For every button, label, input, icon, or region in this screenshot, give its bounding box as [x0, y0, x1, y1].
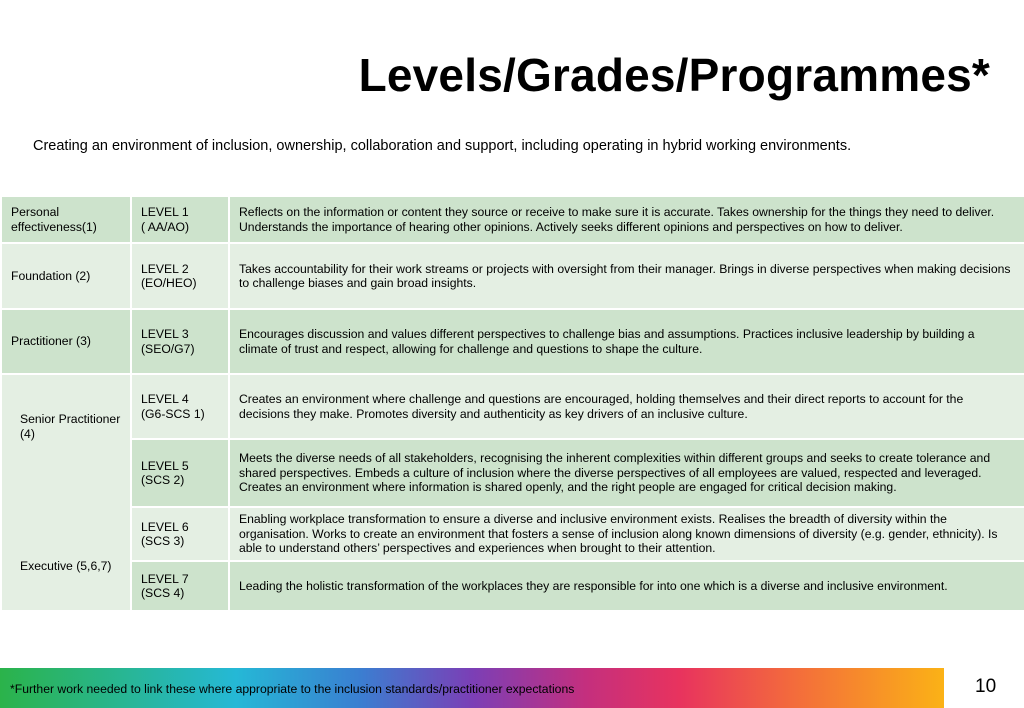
description-cell: Meets the diverse needs of all stakeholders, recognising the inherent complexities within different groups and seeks to create tolerance and shared perspectives. Embeds a culture of inclusion where the diverse perspectives of all employees are valued, respected and leveraged. Creates an environment where information is shared openly, and the right people are engaged for critical decision making.	[229, 439, 1024, 507]
slide-subtitle: Creating an environment of inclusion, ownership, collaboration and support, including operating in hybrid working environments.	[33, 138, 852, 154]
group-cell-senior-executive	[1, 374, 131, 611]
level-cell: LEVEL 2 (EO/HEO)	[131, 243, 229, 309]
level-cell: LEVEL 5 (SCS 2)	[131, 439, 229, 507]
description-cell: Enabling workplace transformation to ensure a diverse and inclusive environment exists. Realises the breadth of diversity within the organisation. Works to create an environment that fosters a sense of inclusion along known dimensions of diversity (e.g. gender, ethnicity). Is able to understand others’ perspectives and experiences when brought to their attention.	[229, 507, 1024, 561]
table-row	[1, 374, 1024, 439]
table-row	[1, 309, 1024, 374]
level-cell: LEVEL 6 (SCS 3)	[131, 507, 229, 561]
level-cell: LEVEL 1 ( AA/AO)	[131, 196, 229, 243]
description-cell: Creates an environment where challenge and questions are encouraged, holding themselves and their direct reports to account for the decisions they make. Promotes diversity and authenticity as key drivers of an inclusive culture.	[229, 374, 1024, 439]
description-cell: Encourages discussion and values different perspectives to challenge bias and assumptions. Practices inclusive leadership by building a climate of trust and respect, allowing for challenge and questions to shape the culture.	[229, 309, 1024, 374]
table-row	[1, 507, 1024, 561]
level-cell: LEVEL 4 (G6-SCS 1)	[131, 374, 229, 439]
footer-note: *Further work needed to link these where appropriate to the inclusion standards/practitioner expectations	[10, 682, 575, 696]
page-number: 10	[975, 676, 997, 697]
description-cell: Takes accountability for their work streams or projects with oversight from their manager. Brings in diverse perspectives when making decisions to challenge biases and gain broad insights.	[229, 243, 1024, 309]
group-cell-personal: Personal effectiveness(1)	[1, 196, 131, 243]
level-cell: LEVEL 7 (SCS 4)	[131, 561, 229, 611]
group-cell-practitioner: Practitioner (3)	[1, 309, 131, 374]
table-row	[1, 439, 1024, 507]
table-row	[1, 561, 1024, 611]
senior-practitioner-label: Senior Practitioner (4)	[20, 412, 121, 441]
executive-label: Executive (5,6,7)	[20, 559, 112, 573]
table-row	[1, 243, 1024, 309]
level-cell: LEVEL 3 (SEO/G7)	[131, 309, 229, 374]
table-row	[1, 196, 1024, 243]
slide-title: Levels/Grades/Programmes*	[358, 49, 990, 101]
description-cell: Leading the holistic transformation of the workplaces they are responsible for into one which is a diverse and inclusive environment.	[229, 561, 1024, 611]
levels-table	[0, 195, 1024, 612]
description-cell: Reflects on the information or content they source or receive to make sure it is accurate. Takes ownership for the things they need to deliver. Understands the importance of hearing other opinions. Actively seeks different opinions and perspectives on how to deliver.	[229, 196, 1024, 243]
group-cell-foundation: Foundation (2)	[1, 243, 131, 309]
